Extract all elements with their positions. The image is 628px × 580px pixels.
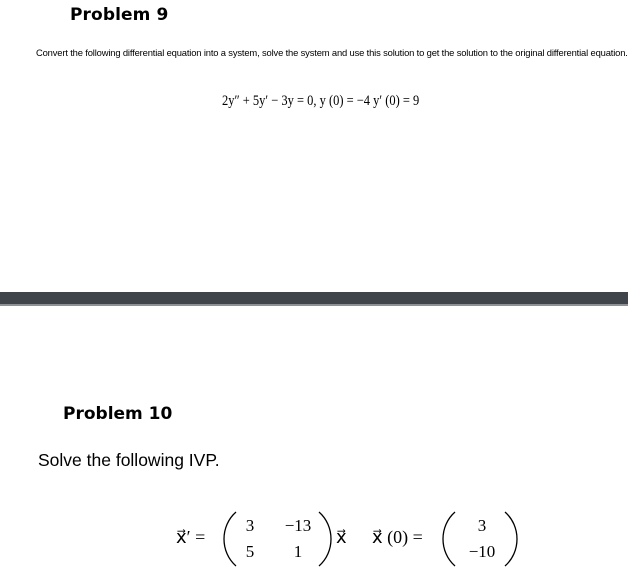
vector-cell: −10	[468, 542, 496, 561]
initial-condition-lhs: x⃗ (0) =	[372, 527, 423, 547]
equation-lhs: x⃗′ =	[176, 527, 206, 547]
matrix-cell: −13	[284, 516, 312, 535]
problem-10-instructions: Solve the following IVP.	[38, 450, 220, 470]
matrix-left-paren	[224, 512, 236, 566]
problem-10-title: Problem 10	[63, 404, 173, 424]
matrix-cell: 1	[293, 542, 303, 561]
problem-10-equation	[176, 508, 521, 570]
problem-9-equation: 2y″ + 5y′ − 3y = 0, y (0) = −4 y′ (0) = 9	[222, 93, 420, 109]
vector-right-paren	[505, 512, 517, 566]
matrix-cell: 5	[245, 542, 255, 561]
problem-9-title: Problem 9	[70, 5, 169, 25]
problem-9-instructions: Convert the following differential equation into a system, solve the system and use this solution to get the solution to the original differential equation.	[36, 47, 628, 58]
section-divider	[0, 292, 628, 304]
matrix-right-paren	[319, 512, 331, 566]
section-divider-shadow	[0, 304, 628, 306]
vector-left-paren	[443, 512, 455, 566]
matrix-cell: 3	[245, 516, 255, 535]
vector-symbol: x⃗	[336, 527, 347, 547]
vector-cell: 3	[477, 516, 487, 535]
